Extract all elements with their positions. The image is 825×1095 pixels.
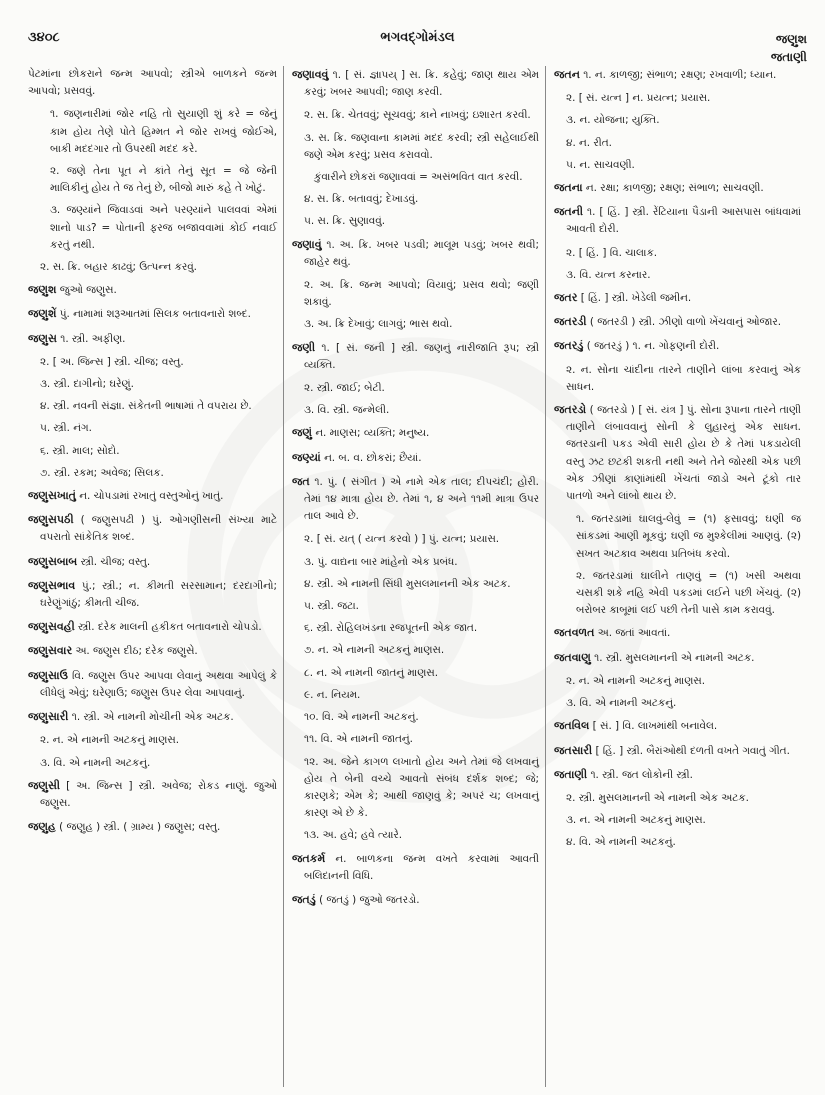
guide-word-last: જતાણી	[770, 50, 807, 64]
definition: અ. જણુસ દીઠ; દરેક જણુસે.	[75, 645, 198, 658]
headword: જત	[292, 474, 310, 488]
definition: જુઓ જણુસ.	[59, 284, 117, 297]
guide-word-first: જણુશ	[775, 32, 807, 46]
idiom-example: ૨. જણે તેના પૂત ને કાંતે તેનું સૂત = જે જેની માલિકીનું હોય તે જ તેનું છે, બીજો મારું કહે તે ખોટું.	[50, 165, 277, 195]
idiom-example: કુંવારીને છોકરાં જણાવવાં = અસંભવિત વાત કરવી.	[314, 171, 523, 184]
sense-definition: ૩. વિ. સ્ત્રી. જન્મેલી.	[304, 404, 390, 417]
definition: ન. રક્ષા; કાળજી; રક્ષણ; સંભાળ; સાચવણી.	[585, 182, 764, 195]
sense-definition: ૩. સ. ક્રિ. જણવાના કામમાં મદદ કરવી; સ્ત્રી સહેલાઈથી જણે એમ કરવું; પ્રસવ કરાવવો.	[304, 131, 539, 161]
sense-definition: ૬. સ્ત્રી. રોહિલખંડના રજપૂતની એક જાત.	[304, 622, 478, 635]
dictionary-entry	[554, 203, 801, 238]
sense-definition: ૨. [ અ. જિન્સ ] સ્ત્રી. ચીજ; વસ્તુ.	[40, 355, 184, 368]
sense-definition: ૭. ન. એ નામની અટકનું માણસ.	[304, 644, 445, 657]
headword: જતાણી	[554, 767, 588, 781]
definition: અ. જતાં આવતાં.	[597, 627, 671, 640]
sense-definition: ૩. વિ. યત્ન કરનાર.	[566, 268, 651, 281]
headword: જણાવું	[292, 237, 322, 251]
book-title: ભગવદ્ગોમંડલ	[380, 30, 455, 45]
dictionary-entry	[554, 66, 801, 84]
definition: ૧. સ્ત્રી. જત લોકોની સ્ત્રી.	[590, 768, 693, 781]
sense-definition: ૪. વિ. એ નામની અટકનું.	[566, 836, 676, 849]
dictionary-entry	[28, 553, 277, 571]
column-2	[284, 66, 546, 1087]
dictionary-entry	[554, 649, 801, 667]
guide-words	[771, 30, 807, 66]
headword: જણુસબાબ	[28, 554, 78, 568]
headword: જણુસભાવ	[28, 578, 76, 592]
definition: ( જણુસપઢી ) પું. ઓગણીસની સંખ્યા માટે વપરાતો સાંકેતિક શબ્દ.	[40, 514, 277, 544]
headword: જતરડો	[554, 403, 587, 417]
sense-definition: ૧૩. અ. હવે; હવે ત્યારે.	[304, 829, 403, 842]
headword: જતડું	[292, 892, 316, 906]
sense-definition: ૫. સ. ક્રિ. સુણાવવું.	[304, 215, 386, 228]
definition: ન. બાળકના જન્મ વખતે કરવામાં આવતી બલિદાનની વિધિ.	[304, 852, 540, 882]
definition: ન. બ. વ. છોકરાં; છૈયાં.	[324, 451, 422, 464]
headword: જતસારી	[554, 743, 593, 757]
sense-definition: ૪. સ્ત્રી. એ નામની સિંધી મુસલમાનની એક અટક.	[304, 577, 511, 590]
definition: [ અ. જિન્સ ] સ્ત્રી. અવેજ; રોકડ નાણું. જુઓ જણુસ.	[40, 779, 277, 809]
headword: જણું	[292, 426, 312, 440]
idiom-example: ૩. જણ્યાંને જિવાડવાં અને પરણ્યાંને પાલવવાં એમાં શાનો પાડ? = પોતાની ફરજ બજાવવામાં કોઈ નવાઈ કરતું નથી.	[50, 204, 277, 251]
sense-definition: ૨. સ. ક્રિ. ચેતવવું; સૂચવવું; કાને નાખવું; ઇશારત કરવી.	[304, 109, 531, 122]
headword: જતરડી	[554, 315, 587, 329]
sense-definition: ૨. સ્ત્રી. જાઈ; બેટી.	[304, 382, 385, 395]
dictionary-entry	[554, 179, 801, 197]
column-3	[546, 66, 807, 1087]
dictionary-entry	[28, 618, 277, 636]
definition: વિ. જણુસ ઉપર આપવા લેવાનું અથવા આપેલું કે લીધેલું એવું; ઘરેણાઉ; જણુસ ઉપર લેવા આપવાનું.	[40, 669, 277, 699]
sense-definition: ૪. ન. રીત.	[566, 136, 612, 149]
definition: ૧. [ સં. જ્ઞાપય્ ] સ. ક્રિ. કહેવું; જાણ થાય એમ કરવું; ખબર આપવી; જાણ કરવી.	[304, 69, 540, 99]
headword: જણુસારી	[28, 710, 69, 724]
definition: પું.; સ્ત્રી.; ન. કીમતી સરસામાન; દરદાગીનો; ઘરેણુંગાંઠું; કીમતી ચીજ.	[40, 579, 277, 610]
definition: ૧. [ હિં. ] સ્ત્રી. રેંટિયાના પૈડાની આસપાસ બાંધવામાં આવતી દોરી.	[566, 206, 801, 236]
dictionary-entry	[554, 337, 801, 355]
definition: ( જતરડો ) [ સં. યંત્ર ] પું. સોના રૂપાના તારને તાણી તાણીને લંબાવવાનું સોની કે લુહારનું એક સાધન. જતરડાની પકડ એવી સારી હોય છે કે તેમાં પકડાયેલી વસ્તુ ઝટ છટકી શકતી નથી અને તેને જોરથી એક પછી એક ઝીણાં કાણાંમાંથી ખેંચતાં જાડો અને ટૂંકો તાર પાતળો અને લાંબો થાય છે.	[566, 404, 801, 503]
dictionary-entry	[28, 330, 277, 348]
dictionary-entry	[28, 818, 277, 836]
headword: જણુસાઉ	[28, 668, 68, 682]
headword: જતની	[554, 205, 584, 219]
headword: જતરડું	[554, 339, 584, 353]
sense-definition: ૨. ન. એ નામની અટકનું માણસ.	[40, 734, 180, 747]
idiom-example: ૧. જતરડામાં ઘાલવું-લેવું = (૧) ફસાવવું; ઘણી જ સાંકડમાં આણી મૂકવું; ઘણી જ મુશ્કેલીમાં આણવું. (૨) સખત અટકાવ અથવા પ્રતિબંધ કરવો.	[576, 513, 801, 560]
dictionary-entry	[554, 766, 801, 784]
definition: ( જણુહ ) સ્ત્રી. ( ગ્રામ્ય ) જણુસ; વસ્તુ.	[59, 821, 221, 834]
headword: જતવાણુ	[554, 650, 591, 664]
headword: જતન	[554, 68, 580, 81]
dictionary-entry	[28, 642, 277, 660]
definition: ૧. સ્ત્રી. મુસલમાનની એ નામની અટક.	[594, 651, 755, 664]
sense-definition: ૧૨. અ. જેને કાગળ લખાતો હોય અને તેમાં જે લખવાનું હોય તે બેની વચ્ચે આવતો સંબંધ દર્શક શબ્દ; જે; કારણકે; એમ કે; આથી જાણવું કે; અપરં ચ; લખવાનું કારણ એ છે કે.	[304, 755, 539, 820]
sense-definition: ૬. સ્ત્રી. માલ; સોદો.	[40, 444, 120, 457]
sense-definition: ૩. અ. ક્રિ દેખાવું; લાગવું; ભાસ થવો.	[304, 318, 453, 331]
column-1	[28, 66, 284, 1087]
sense-definition: ૩. સ્ત્રી. દાગીનો; ઘરેણું.	[40, 378, 134, 391]
dictionary-entry	[292, 424, 539, 442]
sense-definition: ૩. વિ. એ નામની અટકનું.	[40, 756, 151, 769]
sense-definition: ૨. અ. ક્રિ. જન્મ આપવો; વિયાવું; પ્રસવ થવો; જણી શકાવું.	[304, 279, 539, 309]
definition: [ સં. ] વિ. લાખમાંથી બનાવેલ.	[592, 720, 718, 733]
dictionary-entry	[554, 717, 801, 735]
sense-definition: ૨. [ સં. યત્ન ] ન. પ્રયત્ન; પ્રયાસ.	[566, 92, 711, 105]
definition: ૧. પું. ( સંગીત ) એ નામે એક તાલ; દીપચંદી; હોરી. તેમાં ૧૪ માત્રા હોય છે. તેમાં ૧, ૪ અને ૧૧મી માત્રા ઉપર તાલ આવે છે.	[304, 475, 539, 523]
definition: ૧. સ્ત્રી. એ નામની મોચીની એક અટક.	[71, 711, 234, 724]
sense-definition: ૪. સ્ત્રી. નવની સંજ્ઞા. સંકેતની ભાષામાં તે વપરાય છે.	[40, 400, 252, 413]
sense-definition: ૩. ન. યોજના; યુક્તિ.	[566, 114, 660, 127]
dictionary-entry	[28, 281, 277, 299]
dictionary-entry	[292, 850, 539, 885]
headword: જણુસ	[28, 331, 57, 345]
sense-definition: ૯. ન. નિયમ.	[304, 688, 361, 701]
idiom-example: ૨. જતરડામાં ઘાલીને તાણવું = (૧) ખસી અથવા ચસકી શકે નહિ એવી પકડમાં લઈને પછી ખેંચવું. (૨) બરોબર કાબૂમાં લઈ પછી તેની પાસે કામ કરાવવું.	[576, 569, 801, 617]
definition: ન. માણસ; વ્યક્તિ; મનુષ્ય.	[315, 427, 430, 440]
sense-definition: ૫. સ્ત્રી. નંગ.	[40, 422, 92, 435]
sense-definition: ૮. ન. એ નામની જાતનું માણસ.	[304, 666, 439, 679]
headword: જણી	[292, 340, 316, 354]
headword: જતકર્મ	[292, 851, 326, 865]
headword: જણુહ	[28, 820, 56, 834]
dictionary-entry	[28, 577, 277, 612]
dictionary-entry	[554, 289, 801, 307]
headword: જતવળત	[554, 626, 595, 640]
dictionary-entry	[292, 891, 539, 909]
dictionary-entry	[292, 449, 539, 467]
definition: ( જતડું ) જુઓ જતરડો.	[319, 893, 420, 906]
sense-definition: ૨. [ સં. યત્ ( યત્ન કરવો ) ] પું. યત્ન; પ્રયાસ.	[304, 533, 500, 546]
sense-definition: ૩. પું. વાદ્યના બાર માંહેનો એક પ્રબંધ.	[304, 555, 458, 568]
headword: જણુસપઠી	[28, 513, 74, 527]
headword: જણુસખાતું	[28, 489, 76, 503]
headword: જણુશ	[28, 283, 57, 297]
definition: ૧. [ સં. જની ] સ્ત્રી. જણનું નારીજાતિ રૂપ; સ્ત્રી વ્યક્તિ.	[304, 341, 539, 371]
headword: જણુસવાર	[28, 644, 73, 658]
continued-definition: પેટમાંના છોકરાને જન્મ આપવો; સ્ત્રીએ બાળકને જન્મ આપવો; પ્રસવવું.	[28, 68, 277, 98]
definition: સ્ત્રી. ચીજ; વસ્તુ.	[80, 555, 151, 568]
sense-definition: ૪. સ. ક્રિ. બતાવવું; દેખાડવું.	[304, 193, 419, 206]
page-number: ૩૪૦૮	[28, 30, 60, 45]
headword: જતના	[554, 181, 583, 195]
headword: જતવિલ	[554, 719, 590, 733]
dictionary-entry	[292, 236, 539, 271]
idiom-example: ૧. જણનારીમાં જોર નહિ તો સુયાણી શું કરે = જેનું કામ હોય તેણે પોતે હિમ્મત ને જોર રાખવું જોઈએ, બાકી મદદગાર તો ઉપરથી મદદ કરે.	[50, 108, 277, 155]
dictionary-entry	[292, 473, 539, 526]
definition: [ હિં. ] સ્ત્રી. ખેડેલી જમીન.	[580, 292, 692, 305]
definition: ન. ચોપડામાં રખાતું વસ્તુઓનું ખાતું.	[79, 490, 224, 503]
sense-definition: ૩. ન. એ નામની અટકનું માણસ.	[566, 814, 706, 827]
dictionary-entry	[28, 305, 277, 323]
sense-definition: ૭. સ્ત્રી. રકમ; અવેજ; સિલક.	[40, 466, 164, 479]
dictionary-entry	[554, 624, 801, 642]
sense-definition: ૧૧. વિ. એ નામની જાતનું.	[304, 733, 413, 746]
definition: ૧. અ. ક્રિ. ખબર પડવી; માલૂમ પડવું; ખબર થવી; જાહેર થવું.	[304, 238, 539, 268]
definition: સ્ત્રી. દરેક માલની હકીકત બતાવનારો ચોપડો.	[78, 621, 262, 634]
sense-definition: ૨. [ હિં. ] વિ. ચાલાક.	[566, 246, 658, 259]
dictionary-entry	[28, 667, 277, 702]
definition: પું. નામામાં શરૂઆતમાં સિલક બતાવનારો શબ્દ.	[59, 308, 251, 321]
sense-definition: ૨. સ્ત્રી. મુસલમાનની એ નામની એક અટક.	[566, 791, 749, 804]
dictionary-entry	[28, 777, 277, 812]
headword: જતર	[554, 291, 578, 305]
definition: ( જતરડું ) ૧. ન. ગોફણની દોરી.	[586, 340, 720, 353]
page-header	[28, 28, 807, 64]
dictionary-entry	[28, 487, 277, 505]
sense-definition: ૨. ન. સોના ચાંદીના તારને તાણીને લાંબા કરવાનું એક સાધન.	[566, 363, 801, 393]
sense-definition: ૫. સ્ત્રી. જટા.	[304, 600, 359, 613]
headword: જણુસવહી	[28, 620, 75, 634]
headword: જણાવવું	[292, 68, 329, 81]
sense-definition: ૧૦. વિ. એ નામની અટકનું.	[304, 711, 419, 724]
dictionary-entry	[554, 401, 801, 505]
dictionary-entry	[554, 742, 801, 760]
definition: ૧. સ્ત્રી. અફીણ.	[60, 332, 126, 345]
sense-definition: ૨. સ. ક્રિ. બહાર કાઢવું; ઉત્પન્ન કરવું.	[40, 261, 197, 274]
sense-definition: ૩. વિ. એ નામની અટકનું.	[566, 697, 677, 710]
dictionary-entry	[28, 708, 277, 726]
definition: [ હિં. ] સ્ત્રી. બૈરાંઓથી દળતી વખતે ગવાતું ગીત.	[595, 744, 790, 757]
dictionary-columns	[28, 66, 807, 1087]
definition: ( જતરડી ) સ્ત્રી. ઝીણો વાળો ખેંચવાનું ઓજાર.	[589, 316, 782, 329]
headword: જણુસી	[28, 778, 61, 792]
dictionary-entry	[292, 66, 539, 101]
definition: ૧. ન. કાળજી; સંભાળ; રક્ષણ; રખવાળી; ધ્યાન.	[583, 69, 777, 81]
headword: જણુશેં	[28, 307, 57, 321]
dictionary-entry	[292, 339, 539, 374]
dictionary-entry	[28, 511, 277, 546]
sense-definition: ૫. ન. સાચવણી.	[566, 158, 635, 171]
headword: જણ્યાં	[292, 450, 321, 464]
dictionary-entry	[554, 313, 801, 331]
sense-definition: ૨. ન. એ નામની અટકનું માણસ.	[566, 674, 706, 687]
